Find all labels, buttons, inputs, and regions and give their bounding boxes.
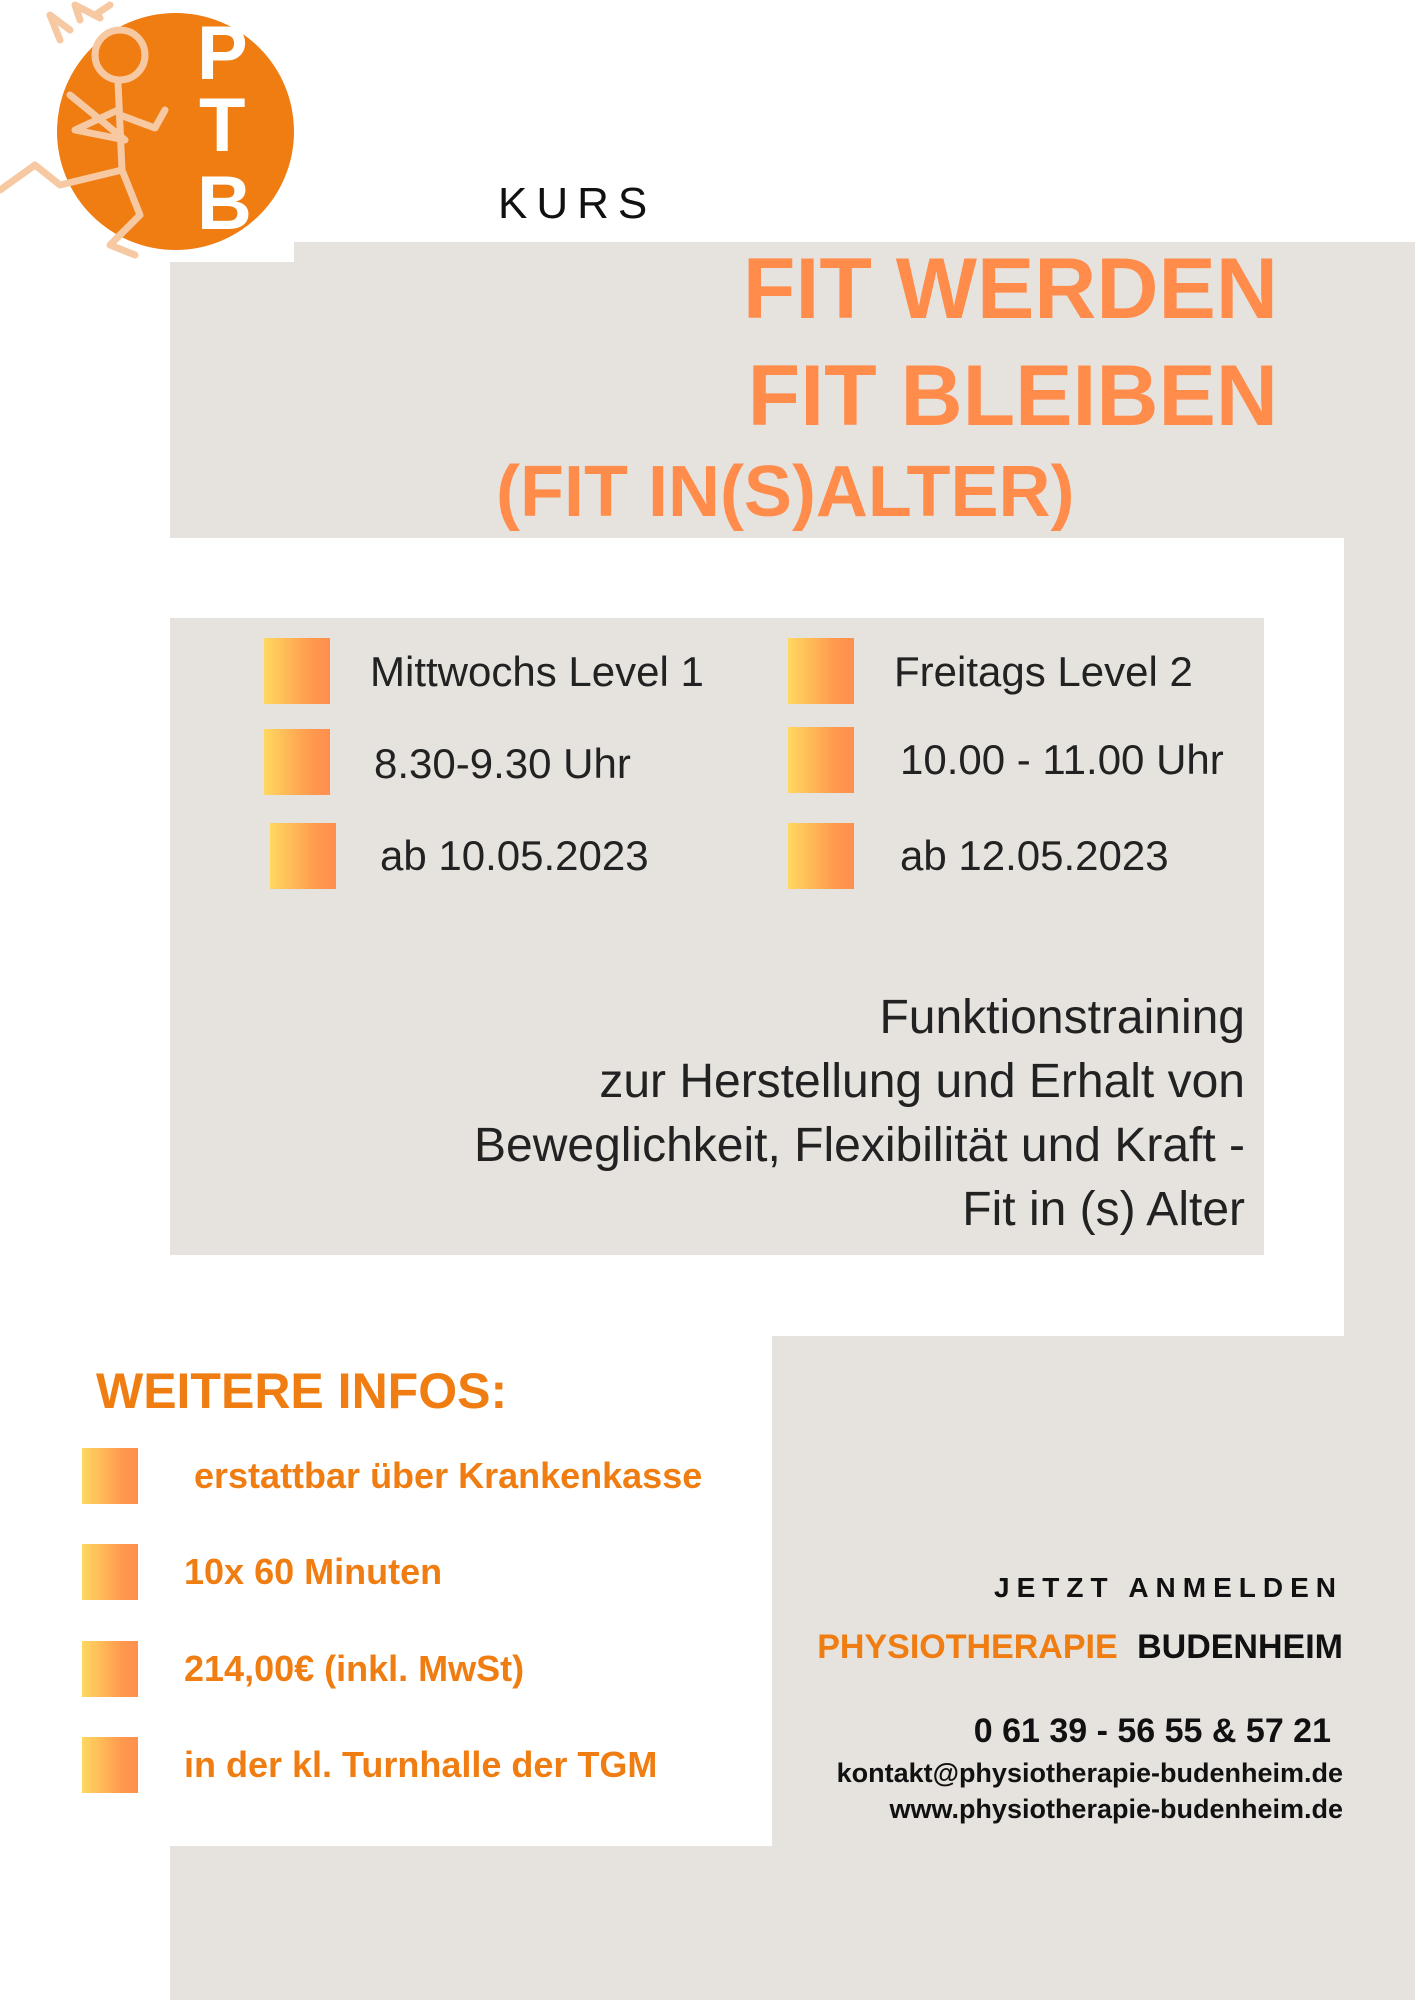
bullet-icon: [788, 727, 854, 793]
cta-label: JETZT ANMELDEN: [994, 1572, 1343, 1603]
website[interactable]: www.physiotherapie-budenheim.de: [889, 1794, 1343, 1824]
bullet-icon: [82, 1448, 138, 1504]
bullet-icon: [264, 638, 330, 704]
schedule-right-day: Freitags Level 2: [894, 648, 1193, 695]
description-line-4: Fit in (s) Alter: [962, 1183, 1245, 1236]
bullet-icon: [82, 1737, 138, 1793]
bullet-icon: [82, 1641, 138, 1697]
bullet-icon: [788, 823, 854, 889]
logo: [0, 0, 294, 262]
description-line-3: Beweglichkeit, Flexibilität und Kraft -: [474, 1119, 1245, 1172]
info-item-1: erstattbar über Krankenkasse: [194, 1455, 703, 1496]
bullet-icon: [270, 823, 336, 889]
brand-line: [817, 1628, 1343, 1667]
logo-letter-p: P: [197, 11, 248, 96]
email[interactable]: kontakt@physiotherapie-budenheim.de: [836, 1758, 1343, 1788]
info-item-3: 214,00€ (inkl. MwSt): [184, 1648, 525, 1689]
info-item-4: in der kl. Turnhalle der TGM: [184, 1744, 658, 1785]
schedule-left-day: Mittwochs Level 1: [370, 648, 704, 695]
brand-budenheim: BUDENHEIM: [1137, 1628, 1343, 1666]
schedule-left-time: 8.30-9.30 Uhr: [374, 740, 631, 787]
infos-heading: WEITERE INFOS:: [96, 1363, 508, 1419]
brand-physiotherapie: PHYSIOTHERAPIE: [817, 1628, 1118, 1666]
schedule-right-start: ab 12.05.2023: [900, 832, 1169, 879]
description-line-1: Funktionstraining: [879, 991, 1245, 1044]
bullet-icon: [788, 638, 854, 704]
bottom-panel: [170, 1846, 780, 2000]
schedule-left-start: ab 10.05.2023: [380, 832, 649, 879]
kicker: KURS: [498, 179, 657, 228]
description-line-2: zur Herstellung und Erhalt von: [599, 1055, 1245, 1108]
bullet-icon: [82, 1544, 138, 1600]
title-line-3: (FIT IN(S)ALTER): [496, 452, 1075, 532]
schedule-right-time: 10.00 - 11.00 Uhr: [900, 736, 1224, 783]
logo-letter-b: B: [197, 161, 252, 246]
title-line-1: FIT WERDEN: [742, 241, 1278, 337]
bullet-icon: [264, 729, 330, 795]
contact-panel: [772, 1336, 1415, 2000]
title-line-2: FIT BLEIBEN: [747, 348, 1278, 444]
info-item-2: 10x 60 Minuten: [184, 1551, 443, 1592]
logo-letter-t: T: [199, 83, 246, 168]
phone: 0 61 39 - 56 55 & 57 21: [973, 1712, 1331, 1750]
